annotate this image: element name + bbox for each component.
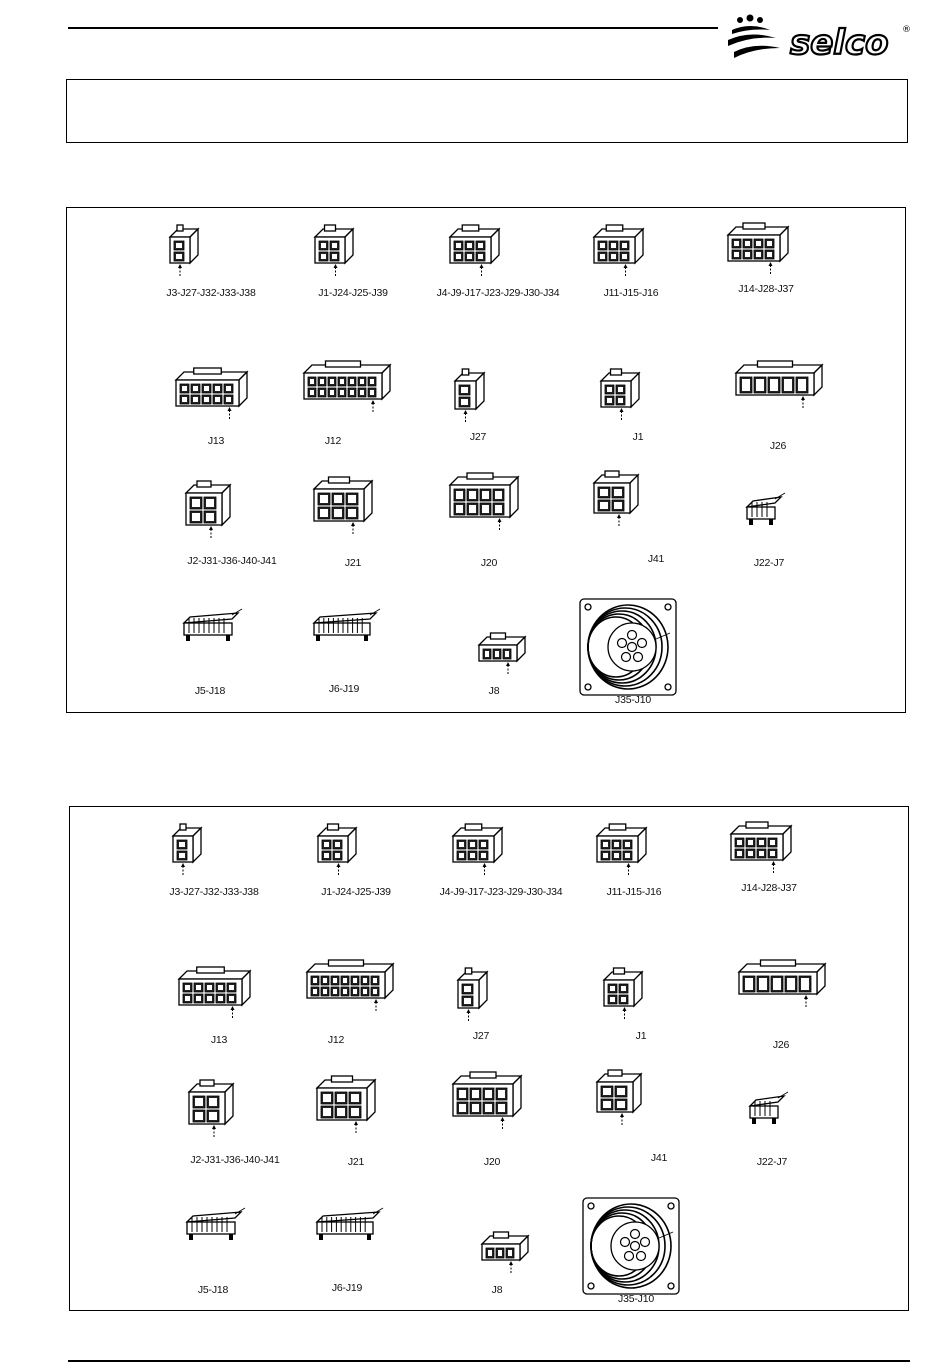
connector-6pin-large-icon [311, 1080, 441, 1200]
connector-label: J20 [480, 557, 498, 569]
connector-8pin-large-icon [447, 1076, 577, 1196]
connector-label: J1 [635, 1030, 647, 1042]
connector-label: J6-J19 [328, 683, 360, 695]
connector-label: J27 [472, 1030, 490, 1042]
connector-label: J2-J31-J36-J40-J41 [190, 1154, 280, 1166]
connector-label: J1 [632, 431, 644, 443]
connector-5pin-icon [730, 365, 860, 485]
connector-4pin-large-icon [180, 485, 310, 605]
header-strip-long-icon [314, 613, 444, 733]
connector-4pin-large-icon [183, 1084, 313, 1204]
connector-5pin-icon [733, 964, 863, 1084]
connector-label: J35-J10 [618, 1293, 654, 1305]
connector-6pin-large-icon [308, 481, 438, 601]
connector-label: J11-J15-J16 [606, 886, 662, 898]
connector-label: J11-J15-J16 [603, 287, 659, 299]
connector-label: J21 [344, 557, 362, 569]
connector-label: J12 [327, 1034, 345, 1046]
connector-label: J1-J24-J25-J39 [321, 886, 391, 898]
logo-text: selco [790, 23, 889, 63]
connector-label: J13 [207, 435, 225, 447]
connector-label: J26 [769, 440, 787, 452]
header-strip-long-icon [317, 1212, 447, 1332]
connector-label: J41 [650, 1152, 668, 1164]
connector-label: J3-J27-J32-J33-J38 [169, 886, 259, 898]
connector-label: J35-J10 [615, 694, 651, 706]
connector-label: J3-J27-J32-J33-J38 [166, 287, 256, 299]
connector-label: J5-J18 [197, 1284, 229, 1296]
connector-label: J41 [647, 553, 665, 565]
connector-label: J20 [483, 1156, 501, 1168]
connector-label: J14-J28-J37 [741, 882, 797, 894]
connector-4pin-panel-icon [591, 1074, 721, 1194]
selco-logo-icon [720, 8, 920, 66]
logo-registered-mark: ® [902, 25, 911, 35]
connector-10pin-icon [170, 372, 300, 492]
connector-label: J27 [469, 431, 487, 443]
connector-label: J13 [210, 1034, 228, 1046]
connector-label: J12 [324, 435, 342, 447]
circular-connector-icon [580, 589, 710, 709]
connector-14pin-icon [298, 365, 428, 485]
connector-4pin-panel-icon [588, 475, 718, 595]
connector-label: J21 [347, 1156, 365, 1168]
header-strip-icon [187, 1212, 317, 1332]
connector-label: J22-J7 [753, 557, 785, 569]
connector-label: J1-J24-J25-J39 [318, 287, 388, 299]
connector-label: J26 [772, 1039, 790, 1051]
connector-label: J8 [488, 685, 500, 697]
circular-connector-icon [583, 1188, 713, 1308]
connector-label: J4-J9-J17-J23-J29-J30-J34 [439, 886, 563, 898]
footer-rule [68, 1360, 910, 1362]
connector-label: J2-J31-J36-J40-J41 [187, 555, 277, 567]
connector-label: J6-J19 [331, 1282, 363, 1294]
connector-label: J8 [491, 1284, 503, 1296]
title-box [66, 79, 908, 143]
connector-10pin-icon [173, 971, 303, 1091]
header-rule [68, 27, 718, 29]
connector-label: J14-J28-J37 [738, 283, 794, 295]
connector-label: J22-J7 [756, 1156, 788, 1168]
connector-label: J5-J18 [194, 685, 226, 697]
connector-14pin-icon [301, 964, 431, 1084]
header-strip-icon [184, 613, 314, 733]
selco-logo [720, 8, 920, 66]
connector-label: J4-J9-J17-J23-J29-J30-J34 [436, 287, 560, 299]
connector-8pin-large-icon [444, 477, 574, 597]
